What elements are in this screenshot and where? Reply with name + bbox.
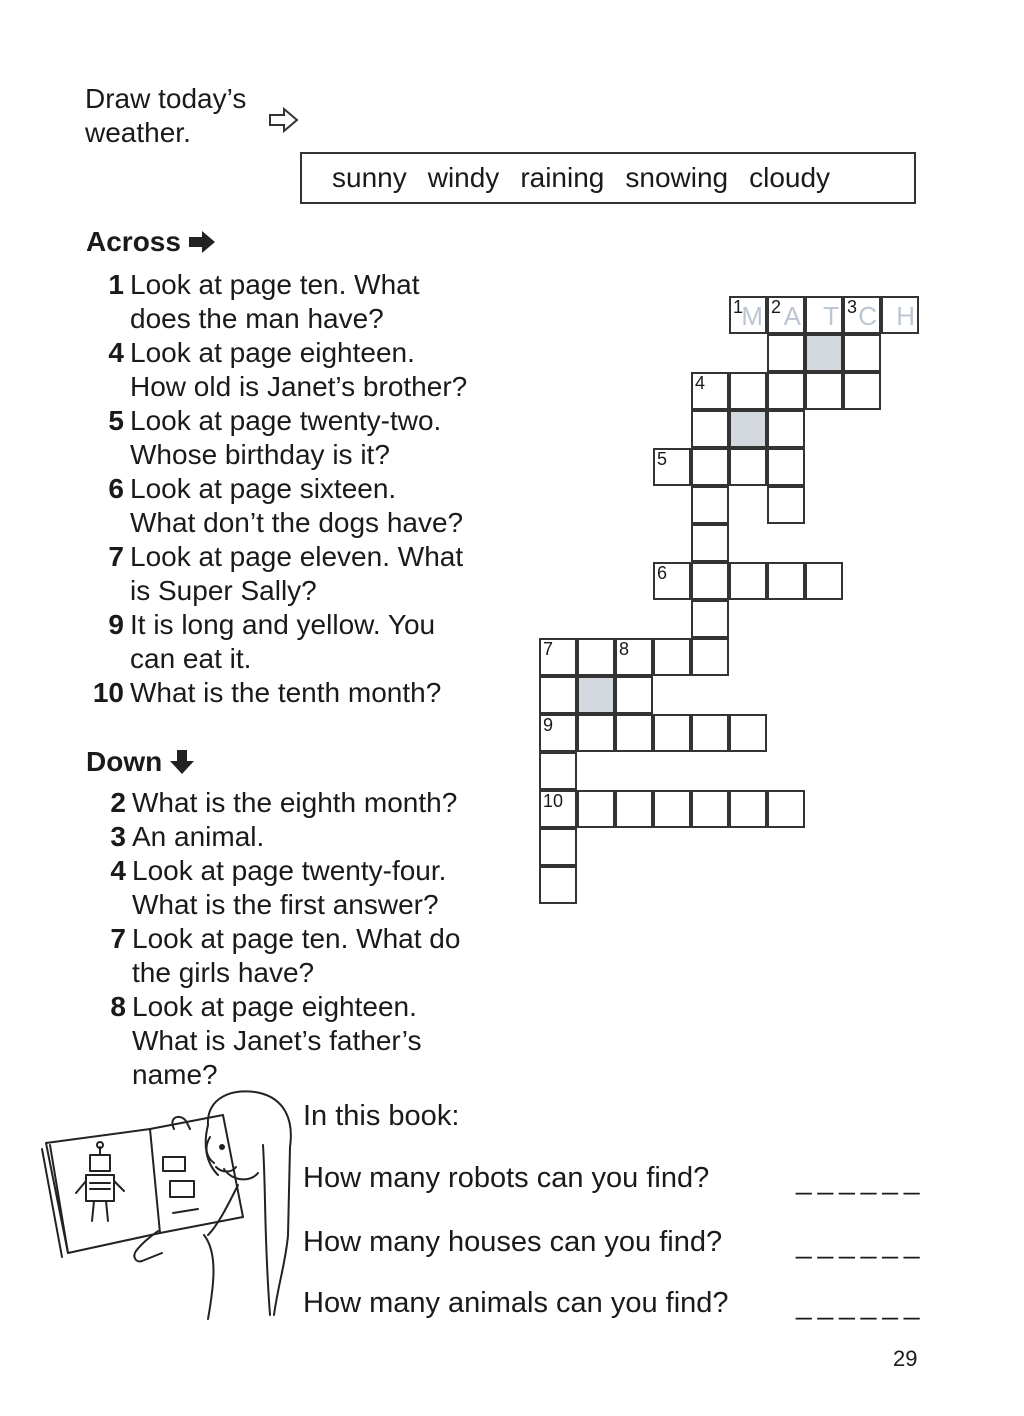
outline-arrow-right-icon	[268, 106, 300, 134]
cell-number: 1	[733, 297, 744, 317]
answer-blank-animals[interactable]: ______	[796, 1289, 926, 1320]
crossword-grid	[539, 296, 919, 904]
crossword-cell[interactable]	[653, 562, 691, 600]
clue-text-line: Look at page ten. What do	[132, 923, 461, 954]
clue-text-line: the girls have?	[132, 957, 315, 988]
crossword-cell[interactable]	[729, 790, 767, 828]
clue-text-line: Look at page twenty-four.	[132, 855, 447, 886]
crossword-cell[interactable]	[653, 638, 691, 676]
weather-word-box	[300, 152, 916, 204]
clue-text-line: What is Janet’s father’s	[132, 1025, 422, 1056]
crossword-cell[interactable]	[539, 790, 577, 828]
crossword-cell[interactable]	[843, 372, 881, 410]
crossword-cell[interactable]	[767, 562, 805, 600]
clue-across-1	[88, 268, 528, 336]
question-animals: How many animals can you find?	[303, 1287, 729, 1319]
crossword-cell[interactable]	[691, 790, 729, 828]
crossword-cell[interactable]	[539, 714, 577, 752]
clue-across-7	[88, 540, 528, 608]
crossword-cell[interactable]	[729, 448, 767, 486]
crossword-cell[interactable]	[691, 600, 729, 638]
answer-blank-houses[interactable]: ______	[796, 1228, 926, 1259]
clue-across-4	[88, 336, 528, 404]
clue-down-7	[90, 922, 530, 990]
clue-text-line: Look at page sixteen.	[130, 473, 397, 504]
clue-number: 4	[110, 855, 126, 886]
crossword-cell[interactable]	[805, 334, 843, 372]
crossword-cell[interactable]	[691, 410, 729, 448]
clue-text-line: Look at page twenty-two.	[130, 405, 442, 436]
crossword-cell[interactable]	[767, 410, 805, 448]
clue-down-2	[90, 786, 530, 820]
crossword-cell[interactable]	[805, 372, 843, 410]
clue-down-4	[90, 854, 530, 922]
crossword-cell[interactable]	[539, 638, 577, 676]
clue-across-9	[88, 608, 528, 676]
clue-text-line: Look at page eleven. What	[130, 541, 464, 572]
crossword-cell[interactable]	[653, 448, 691, 486]
crossword-cell[interactable]	[767, 372, 805, 410]
clue-number: 1	[108, 269, 124, 300]
cell-number: 8	[619, 639, 630, 659]
clue-number: 4	[108, 337, 124, 368]
clue-text-line: How old is Janet’s brother?	[130, 371, 468, 402]
cell-letter: C	[858, 301, 877, 331]
down-clue-list	[90, 786, 530, 1092]
clue-down-3	[90, 820, 530, 854]
clue-across-10	[88, 676, 528, 710]
down-heading-label: Down	[86, 746, 163, 777]
crossword-cell[interactable]	[539, 828, 577, 866]
girl-reading-book-illustration	[38, 1085, 300, 1320]
clue-text-line: does the man have?	[130, 303, 384, 334]
cell-number: 5	[657, 449, 668, 469]
weather-word: cloudy	[749, 162, 831, 193]
crossword-cell[interactable]	[805, 296, 843, 334]
weather-word: windy	[427, 162, 500, 193]
clue-text-line: An animal.	[132, 821, 265, 852]
cell-letter: T	[823, 301, 839, 331]
crossword-cell[interactable]	[615, 714, 653, 752]
clue-number: 8	[110, 991, 126, 1022]
clue-number: 2	[110, 787, 126, 818]
cell-number: 2	[771, 297, 782, 317]
clue-number: 6	[108, 473, 124, 504]
clue-number: 10	[92, 677, 124, 708]
crossword-cell[interactable]	[653, 714, 691, 752]
book-intro: In this book:	[303, 1100, 460, 1132]
arrow-down-icon	[168, 748, 196, 776]
crossword-cell[interactable]	[805, 562, 843, 600]
cell-letter: A	[783, 301, 801, 331]
weather-prompt-line2: weather.	[85, 117, 191, 148]
clue-text-line: Look at page eighteen.	[132, 991, 417, 1022]
across-clue-list	[88, 268, 528, 710]
crossword-cell[interactable]	[691, 638, 729, 676]
page-number: 29	[893, 1346, 918, 1371]
weather-word: sunny	[332, 162, 407, 193]
crossword-cell[interactable]	[691, 448, 729, 486]
crossword-cell[interactable]	[691, 486, 729, 524]
crossword-cell[interactable]	[615, 790, 653, 828]
crossword-cell[interactable]	[691, 714, 729, 752]
clue-across-5	[88, 404, 528, 472]
crossword-cell[interactable]	[843, 296, 881, 334]
clue-text-line: What is the tenth month?	[130, 677, 442, 708]
crossword-cell[interactable]	[615, 638, 653, 676]
clue-number: 5	[108, 405, 124, 436]
crossword-cell[interactable]	[843, 334, 881, 372]
crossword-cell[interactable]	[691, 372, 729, 410]
cell-number: 3	[847, 297, 858, 317]
clue-number: 7	[110, 923, 126, 954]
crossword-cell[interactable]	[767, 448, 805, 486]
crossword-cell[interactable]	[653, 790, 691, 828]
crossword-cell[interactable]	[729, 714, 767, 752]
crossword-cell[interactable]	[539, 676, 577, 714]
cell-letter: H	[896, 301, 915, 331]
crossword-cell[interactable]	[767, 486, 805, 524]
clue-number: 7	[108, 541, 124, 572]
weather-prompt	[85, 82, 246, 150]
arrow-right-icon	[187, 230, 217, 254]
crossword-cell[interactable]	[729, 562, 767, 600]
crossword-cell[interactable]	[577, 676, 615, 714]
crossword-cell[interactable]	[691, 562, 729, 600]
across-heading-label: Across	[86, 226, 181, 257]
crossword-cell[interactable]	[577, 790, 615, 828]
down-heading	[86, 746, 196, 778]
clue-text-line: name?	[132, 1059, 218, 1090]
weather-prompt-line1: Draw today’s	[85, 83, 247, 114]
question-robots: How many robots can you find?	[303, 1162, 710, 1194]
cell-number: 6	[657, 563, 668, 583]
clue-number: 3	[110, 821, 126, 852]
clue-across-6	[88, 472, 528, 540]
clue-text-line: can eat it.	[130, 643, 252, 674]
clue-text-line: What is the eighth month?	[132, 787, 458, 818]
crossword-cell[interactable]	[767, 334, 805, 372]
across-heading	[86, 226, 217, 258]
cell-number: 9	[543, 715, 554, 735]
crossword-cell[interactable]	[767, 296, 805, 334]
weather-word: raining	[520, 162, 605, 193]
crossword-cell[interactable]	[729, 372, 767, 410]
clue-number: 9	[108, 609, 124, 640]
cell-number: 4	[695, 373, 706, 393]
cell-letter: M	[741, 301, 763, 331]
crossword-cell[interactable]	[539, 752, 577, 790]
crossword-cell[interactable]	[767, 790, 805, 828]
clue-down-8	[90, 990, 530, 1092]
clue-text-line: Look at page ten. What	[130, 269, 420, 300]
clue-text-line: is Super Sally?	[130, 575, 317, 606]
crossword-cell[interactable]	[729, 296, 767, 334]
cell-number: 10	[543, 791, 564, 811]
cell-number: 7	[543, 639, 554, 659]
crossword-cell[interactable]	[691, 524, 729, 562]
crossword-cell[interactable]	[881, 296, 919, 334]
crossword-cell[interactable]	[577, 638, 615, 676]
crossword-cell[interactable]	[539, 866, 577, 904]
crossword-cell[interactable]	[615, 676, 653, 714]
clue-text-line: Whose birthday is it?	[130, 439, 390, 470]
weather-word: snowing	[625, 162, 729, 193]
clue-text-line: What don’t the dogs have?	[130, 507, 464, 538]
crossword-cell[interactable]	[729, 410, 767, 448]
question-houses: How many houses can you find?	[303, 1226, 723, 1258]
clue-text-line: Look at page eighteen.	[130, 337, 415, 368]
crossword-cell[interactable]	[577, 714, 615, 752]
clue-text-line: What is the first answer?	[132, 889, 439, 920]
clue-text-line: It is long and yellow. You	[130, 609, 436, 640]
answer-blank-robots[interactable]: ______	[796, 1164, 926, 1195]
